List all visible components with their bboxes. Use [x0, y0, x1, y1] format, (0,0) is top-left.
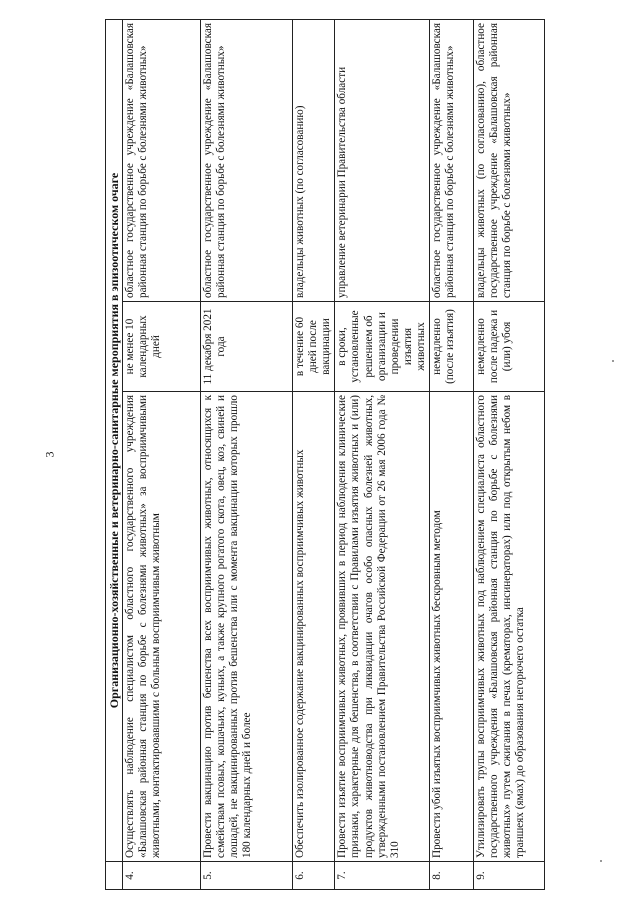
row-number: 4. [123, 862, 201, 890]
table-row [335, 19, 430, 889]
row-deadline: немедленно (после изъятия) [429, 302, 473, 392]
row-number: 9. [473, 862, 544, 890]
table-row [429, 19, 473, 889]
measures-table [105, 19, 545, 890]
scan-speck [612, 360, 614, 362]
table-row [473, 19, 544, 889]
row-deadline: 11 декабря 2021 года [201, 302, 293, 392]
row-number: 8. [429, 862, 473, 890]
row-responsible: управление ветеринарии Правительства области [335, 19, 430, 301]
row-action: Провести убой изъятых восприимчивых животных бескровным методом [429, 392, 473, 862]
row-action: Осуществлять наблюдение специалистом областного государственного учреждения «Балашовская районная станция по борьбе с болезнями животных» за восприимчивыми животными, контактировавшими с больным восприимчивым животным [123, 392, 201, 862]
row-responsible: владельцы животных (по согласованию) [293, 19, 335, 301]
empty-cell [106, 862, 123, 890]
row-deadline: в течение 60 дней после вакцинации [293, 302, 335, 392]
page-number: 3 [42, 451, 57, 458]
row-responsible: областное государственное учреждение «Балашовская районная станция по борьбе с болезнями животных» [429, 19, 473, 301]
row-action: Провести вакцинацию против бешенства всех восприимчивых животных, относящихся к семействам псовых, кошачьих, куньих, а также крупного рогатого скота, овец, коз, свиней и лошадей, не вакцинированных против бешенства или с момента вакцинации которых прошло 180 календарных дней и более [201, 392, 293, 862]
table-row [293, 19, 335, 889]
row-responsible: областное государственное учреждение «Балашовская районная станция по борьбе с болезнями животных» [123, 19, 201, 301]
row-action: Провести изъятие восприимчивых животных, проявивших в период наблюдения клинические признаки, характерные для бешенства, в соответствии с Правилами изъятия животных и (или) продуктов животноводства при ликвидации очагов особо опасных болезней животных, утвержденными постановлением Правительства Российской Федерации от 26 мая 2006 года № 310 [335, 392, 430, 862]
row-number: 5. [201, 862, 293, 890]
scan-speck [600, 860, 602, 862]
row-deadline: не менее 10 календарных дней [123, 302, 201, 392]
row-action: Обеспечить изолированное содержание вакцинированных восприимчивых животных [293, 392, 335, 862]
rotated-page-content [105, 20, 540, 890]
section-header-row [106, 19, 123, 889]
row-number: 6. [293, 862, 335, 890]
row-responsible: владельцы животных (по согласованию), областное государственное учреждение «Балашовская районная станция по борьбе с болезнями животных» [473, 19, 544, 301]
table-row [201, 19, 293, 889]
row-number: 7. [335, 862, 430, 890]
row-deadline: немедленно после падежа и (или) убоя [473, 302, 544, 392]
table-row [123, 19, 201, 889]
section-title: Организационно-хозяйственные и ветеринарно-санитарные мероприятия в эпизоотическом очаге [106, 19, 123, 861]
row-action: Утилизировать трупы восприимчивых животных под наблюдением специалиста областного государственного учреждения «Балашовская районная станция по борьбе с болезнями животных» путем сжигания в печах (крематорах, инсинераторах) или под открытым небом в траншеях (ямах) до образования негорючего остатка [473, 392, 544, 862]
row-deadline: в сроки, установленные решением об организации и проведении изъятия животных [335, 302, 430, 392]
row-responsible: областное государственное учреждение «Балашовская районная станция по борьбе с болезнями животных» [201, 19, 293, 301]
